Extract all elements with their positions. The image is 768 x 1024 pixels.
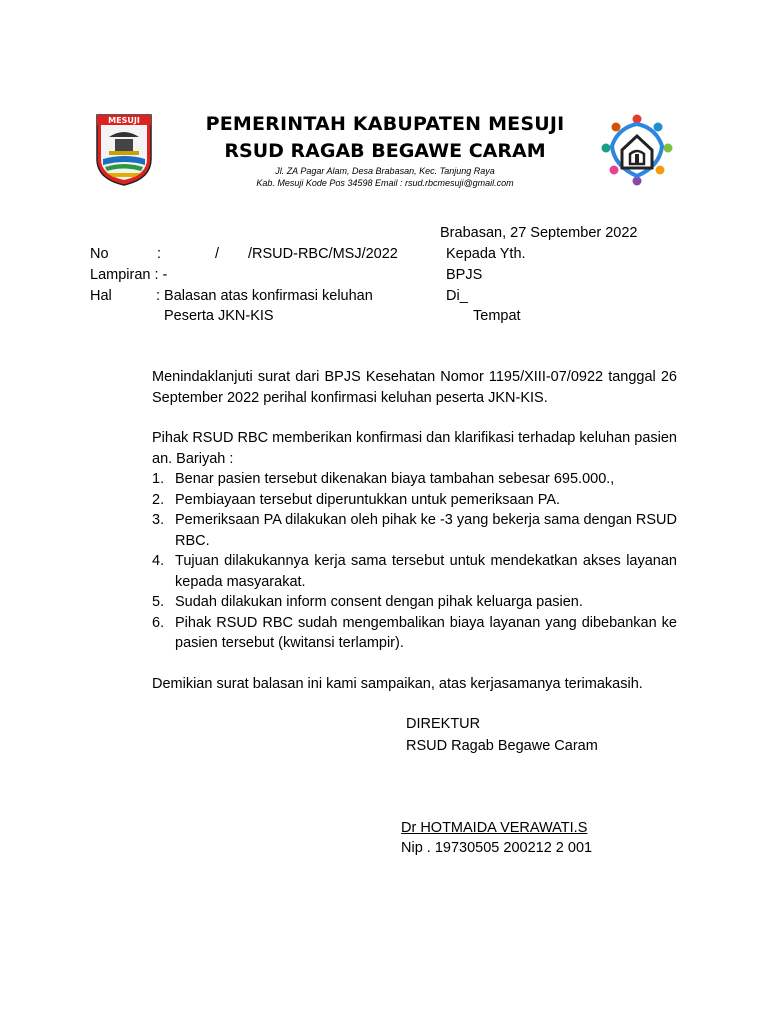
address-line-2: Kab. Mesuji Kode Pos 34598 Email : rsud.rbcmesuji@gmail.com <box>256 178 514 188</box>
hal-value-line1: : Balasan atas konfirmasi keluhan <box>156 288 373 304</box>
list-item: 1. Benar pasien tersebut dikenakan biaya tambahan sebesar 695.000., <box>152 471 615 487</box>
signature-title: DIREKTUR <box>406 716 481 732</box>
mesuji-crest-logo <box>95 113 153 187</box>
list-item: 2. Pembiayaan tersebut diperuntukkan untuk pemeriksaan PA. <box>152 491 561 508</box>
hospital-header-line: RSUD RAGAB BEGAWE CARAM <box>224 140 546 162</box>
list-item: 4. Tujuan dilakukannya kerja sama tersebut untuk mendekatkan akses layanan kepada masyarakat. <box>152 553 677 590</box>
recipient-name: BPJS <box>446 267 483 283</box>
signature-nip: Nip . 19730505 200212 2 001 <box>401 840 593 856</box>
list-item: 6. Pihak RSUD RBC sudah mengembalikan biaya layanan yang dibebankan ke pasien tersebut (kwitansi terlampir). <box>152 614 677 651</box>
recipient-to: Kepada Yth. <box>446 246 526 262</box>
address-line-1: Jl. ZA Pagar Alam, Desa Brabasan, Kec. Tanjung Raya <box>275 166 495 176</box>
hal-label: Hal <box>90 288 112 304</box>
hal-value-line2: Peserta JKN-KIS <box>164 308 274 324</box>
recipient-tempat: Tempat <box>473 308 521 324</box>
body-paragraph-1: Menindaklanjuti surat dari BPJS Kesehatan Nomor 1195/XIII-07/0922 tanggal 26 September 2022 perihal konfirmasi keluhan peserta JKN-KIS. <box>152 369 677 406</box>
body-paragraph-2: Pihak RSUD RBC memberikan konfirmasi dan klarifikasi terhadap keluhan pasien an. Bariyah : <box>152 430 677 467</box>
signature-name: Dr HOTMAIDA VERAWATI.S <box>401 820 588 836</box>
no-label: No <box>90 246 109 262</box>
recipient-di: Di_ <box>446 288 468 304</box>
closing-paragraph: Demikian surat balasan ini kami sampaikan, atas kerjasamanya terimakasih. <box>152 676 643 692</box>
no-colon: : <box>157 246 162 262</box>
no-value: /RSUD-RBC/MSJ/2022 <box>248 246 398 262</box>
signature-org: RSUD Ragab Begawe Caram <box>406 738 598 754</box>
place-date: Brabasan, 27 September 2022 <box>440 225 638 241</box>
list-item: 3. Pemeriksaan PA dilakukan oleh pihak ke -3 yang bekerja sama dengan RSUD RBC. <box>152 512 677 549</box>
clarification-list <box>152 469 677 654</box>
rsud-emblem-logo <box>600 110 674 190</box>
no-slash: / <box>215 246 220 262</box>
lampiran-line: Lampiran : - <box>90 267 168 283</box>
gov-header-line: PEMERINTAH KABUPATEN MESUJI <box>205 113 565 135</box>
crest-text: MESUJI <box>108 116 140 125</box>
list-item: 5. Sudah dilakukan inform consent dengan pihak keluarga pasien. <box>152 594 583 610</box>
